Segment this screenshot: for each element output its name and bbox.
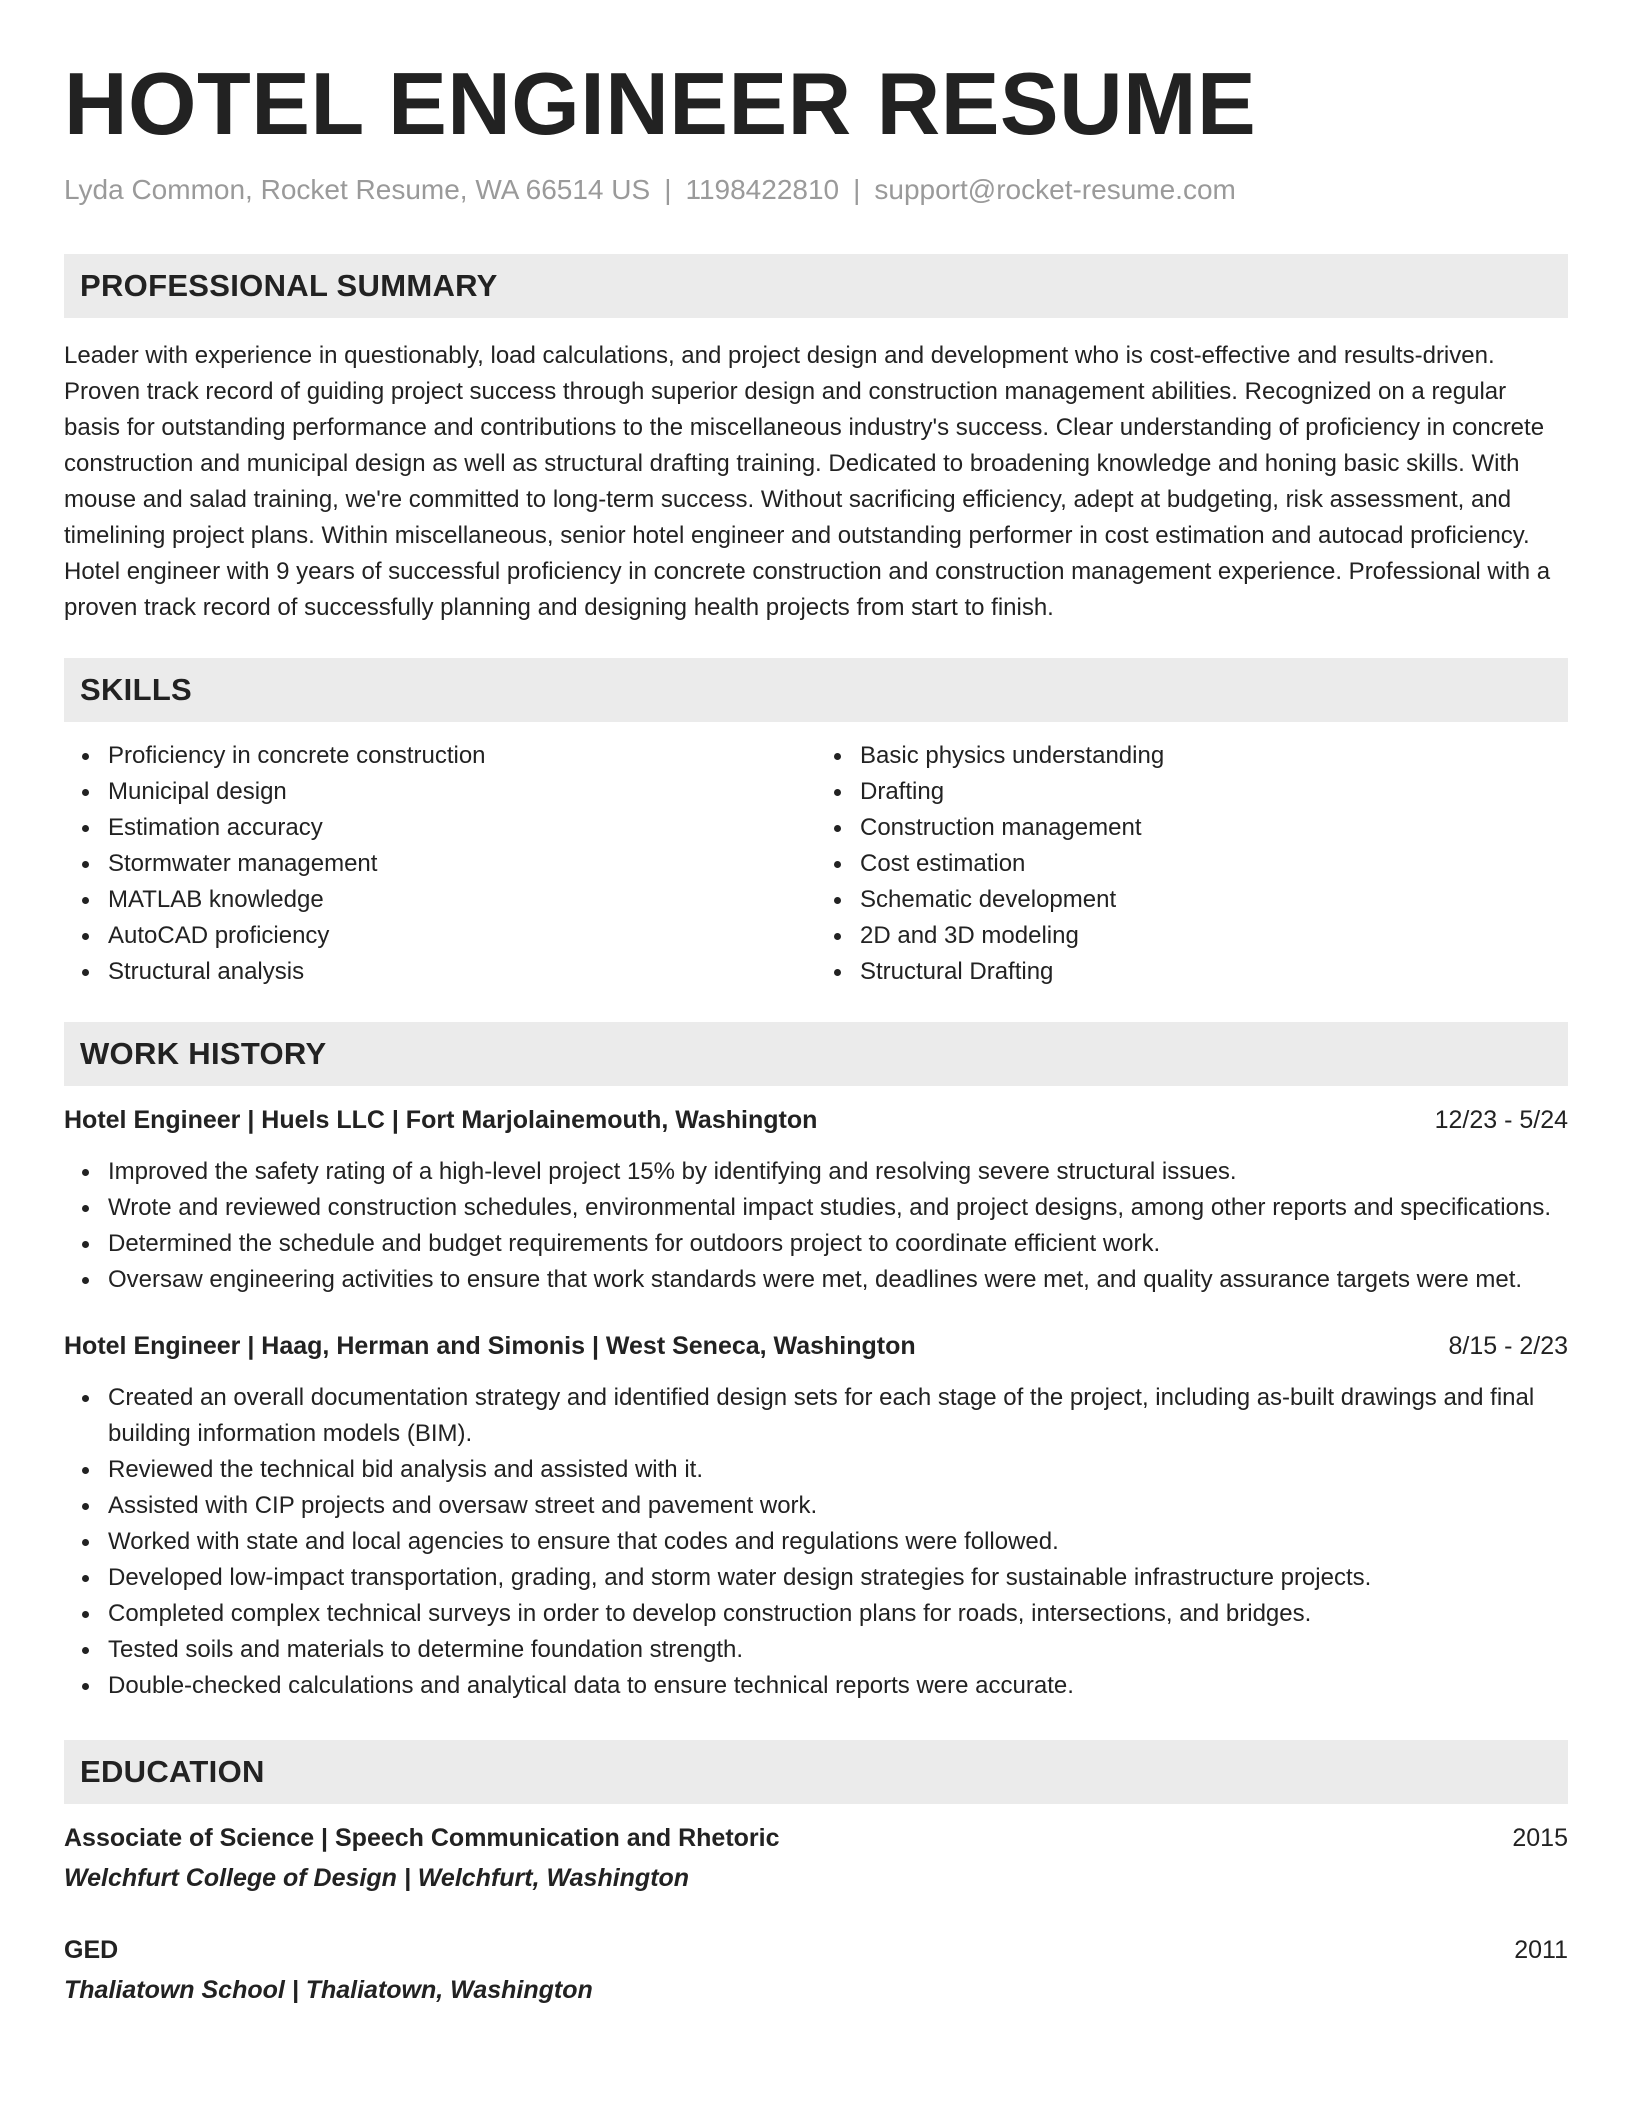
skill-item: Drafting [860, 774, 1568, 810]
job-bullet: Created an overall documentation strategy and identified design sets for each stage of the project, including as-built drawings and final building information models (BIM). [108, 1380, 1568, 1452]
skills-list [64, 738, 1568, 990]
job-bullet: Tested soils and materials to determine foundation strength. [108, 1632, 1568, 1668]
education-heading: EDUCATION [64, 1740, 1568, 1804]
skill-item: Structural analysis [108, 954, 816, 990]
job-bullets [64, 1154, 1568, 1298]
education-year: 2011 [1514, 1936, 1568, 1964]
job-bullets [64, 1380, 1568, 1704]
education-school: Welchfurt College of Design | Welchfurt, Washington [64, 1864, 690, 1892]
job-entry [64, 1102, 1568, 1298]
skill-item: Construction management [860, 810, 1568, 846]
contact-phone: 1198422810 [685, 174, 840, 205]
education-year: 2015 [1512, 1824, 1568, 1852]
skill-item: MATLAB knowledge [108, 882, 816, 918]
job-bullet: Oversaw engineering activities to ensure that work standards were met, deadlines were met, and quality assurance targets were met. [108, 1262, 1568, 1298]
job-entry [64, 1328, 1568, 1704]
job-bullet: Wrote and reviewed construction schedules, environmental impact studies, and project designs, among other reports and specifications. [108, 1190, 1568, 1226]
skills-column-right [816, 738, 1568, 990]
contact-separator: | [853, 174, 861, 205]
skill-item: Cost estimation [860, 846, 1568, 882]
job-title: Hotel Engineer | Haag, Herman and Simonis | West Seneca, Washington [64, 1332, 916, 1360]
education-header [64, 1820, 1568, 1856]
page-title: HOTEL ENGINEER RESUME [64, 54, 1257, 153]
job-bullet: Determined the schedule and budget requirements for outdoors project to coordinate efficient work. [108, 1226, 1568, 1262]
job-bullet: Completed complex technical surveys in order to develop construction plans for roads, intersections, and bridges. [108, 1596, 1568, 1632]
education-degree: GED [64, 1936, 119, 1964]
job-bullet: Improved the safety rating of a high-level project 15% by identifying and resolving severe structural issues. [108, 1154, 1568, 1190]
education-school: Thaliatown School | Thaliatown, Washington [64, 1976, 593, 2004]
skill-item: Proficiency in concrete construction [108, 738, 816, 774]
education-degree: Associate of Science | Speech Communication and Rhetoric [64, 1824, 780, 1852]
work-history-heading: WORK HISTORY [64, 1022, 1568, 1086]
skills-column-left [64, 738, 816, 990]
skill-item: Stormwater management [108, 846, 816, 882]
summary-heading: PROFESSIONAL SUMMARY [64, 254, 1568, 318]
job-header [64, 1102, 1568, 1138]
contact-line [64, 172, 1568, 208]
education-entry [64, 1932, 1568, 2008]
contact-address: Lyda Common, Rocket Resume, WA 66514 US [64, 174, 651, 205]
job-dates: 8/15 - 2/23 [1448, 1332, 1568, 1360]
job-bullet: Assisted with CIP projects and oversaw street and pavement work. [108, 1488, 1568, 1524]
skill-item: 2D and 3D modeling [860, 918, 1568, 954]
skill-item: Estimation accuracy [108, 810, 816, 846]
skill-item: AutoCAD proficiency [108, 918, 816, 954]
job-header [64, 1328, 1568, 1364]
contact-separator: | [664, 174, 672, 205]
skills-heading: SKILLS [64, 658, 1568, 722]
education-header [64, 1932, 1568, 1968]
contact-email: support@rocket-resume.com [874, 174, 1236, 205]
skill-item: Basic physics understanding [860, 738, 1568, 774]
skill-item: Municipal design [108, 774, 816, 810]
job-bullet: Reviewed the technical bid analysis and assisted with it. [108, 1452, 1568, 1488]
job-bullet: Developed low-impact transportation, grading, and storm water design strategies for sustainable infrastructure projects. [108, 1560, 1568, 1596]
job-title: Hotel Engineer | Huels LLC | Fort Marjolainemouth, Washington [64, 1106, 818, 1134]
summary-text: Leader with experience in questionably, load calculations, and project design and development who is cost-effective and results-driven. Proven track record of guiding project success through superior design and construction management abilities. Recognized on a regular basis for outstanding performance and contributions to the miscellaneous industry's success. Clear understanding of proficiency in concrete construction and municipal design as well as structural drafting training. Dedicated to broadening knowledge and honing basic skills. With mouse and salad training, we're committed to long-term success. Without sacrificing efficiency, adept at budgeting, risk assessment, and timelining project plans. Within miscellaneous, senior hotel engineer and outstanding performer in cost estimation and autocad proficiency. Hotel engineer with 9 years of successful proficiency in concrete construction and construction management experience. Professional with a proven track record of successfully planning and designing health projects from start to finish. [64, 342, 1551, 621]
skill-item: Schematic development [860, 882, 1568, 918]
skill-item: Structural Drafting [860, 954, 1568, 990]
job-bullet: Worked with state and local agencies to ensure that codes and regulations were followed. [108, 1524, 1568, 1560]
job-bullet: Double-checked calculations and analytical data to ensure technical reports were accurate. [108, 1668, 1568, 1704]
education-entry [64, 1820, 1568, 1896]
job-dates: 12/23 - 5/24 [1434, 1106, 1568, 1134]
